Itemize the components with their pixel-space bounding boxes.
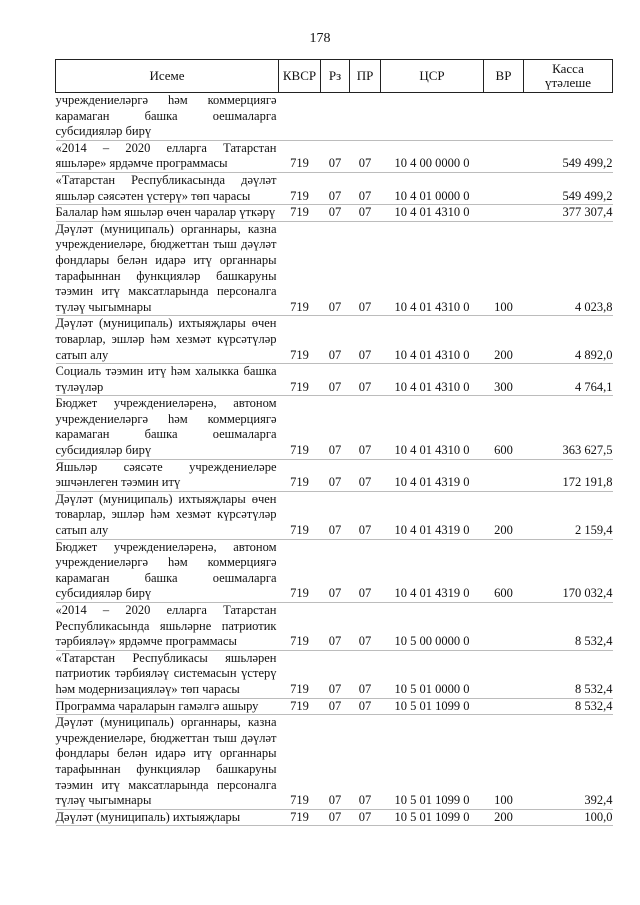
table-header: [56, 60, 613, 93]
row-pr: 07: [350, 172, 381, 204]
table-row: [56, 140, 613, 172]
row-pr: 07: [350, 539, 381, 602]
table-row: [56, 93, 613, 141]
row-csr: 10 4 01 4310 0: [381, 364, 484, 396]
row-vr: 100: [484, 715, 524, 810]
table-row: [56, 459, 613, 491]
row-vr: [484, 698, 524, 715]
row-kvsr: 719: [279, 459, 321, 491]
row-sum: 170 032,4: [524, 539, 613, 602]
row-name: Дәүләт (муниципаль) ихтыяҗлары өчен товарлар, эшләр һәм хезмәт күрсәтүләр сатып алу: [56, 316, 279, 364]
header-rz: Рз: [321, 60, 350, 93]
row-vr: [484, 172, 524, 204]
row-vr: 600: [484, 396, 524, 459]
row-name: Дәүләт (муниципаль) ихтыяҗлары өчен товарлар, эшләр һәм хезмәт күрсәтүләр сатып алу: [56, 491, 279, 539]
table-row: [56, 491, 613, 539]
table-row: [56, 809, 613, 826]
row-pr: 07: [350, 364, 381, 396]
row-csr: 10 4 01 4319 0: [381, 459, 484, 491]
header-sum-line2: үтәлеше: [545, 75, 591, 90]
row-vr: 600: [484, 539, 524, 602]
row-sum: 549 499,2: [524, 172, 613, 204]
row-rz: 07: [321, 650, 350, 698]
row-rz: 07: [321, 459, 350, 491]
row-pr: [350, 93, 381, 141]
budget-table: [55, 59, 613, 826]
row-rz: [321, 93, 350, 141]
row-kvsr: 719: [279, 172, 321, 204]
row-sum: 8 532,4: [524, 698, 613, 715]
row-csr: 10 4 01 4319 0: [381, 491, 484, 539]
row-kvsr: 719: [279, 715, 321, 810]
row-name: Социаль тәэмин итү һәм халыкка башка түләүләр: [56, 364, 279, 396]
row-rz: 07: [321, 140, 350, 172]
row-vr: [484, 93, 524, 141]
table-row: [56, 364, 613, 396]
row-rz: 07: [321, 316, 350, 364]
table-row: [56, 221, 613, 316]
row-pr: 07: [350, 205, 381, 222]
row-pr: 07: [350, 140, 381, 172]
row-vr: 100: [484, 221, 524, 316]
row-csr: [381, 93, 484, 141]
row-name: Программа чараларын гамәлгә ашыру: [56, 698, 279, 715]
row-sum: 8 532,4: [524, 603, 613, 651]
row-pr: 07: [350, 491, 381, 539]
row-pr: 07: [350, 316, 381, 364]
header-pr: ПР: [350, 60, 381, 93]
row-name: «Татарстан Республикасы яшьләрен патриотик тәрбияләү системасын үстерү һәм модернизацияләү» төп чарасы: [56, 650, 279, 698]
table-body: [56, 93, 613, 826]
row-pr: 07: [350, 715, 381, 810]
header-name: Исеме: [56, 60, 279, 93]
header-sum-line1: Касса: [552, 61, 584, 76]
row-sum: 4 764,1: [524, 364, 613, 396]
row-sum: [524, 93, 613, 141]
row-pr: 07: [350, 650, 381, 698]
row-kvsr: 719: [279, 650, 321, 698]
row-rz: 07: [321, 603, 350, 651]
row-kvsr: [279, 93, 321, 141]
header-kvsr: КВСР: [279, 60, 321, 93]
row-sum: 363 627,5: [524, 396, 613, 459]
row-rz: 07: [321, 396, 350, 459]
row-pr: 07: [350, 809, 381, 826]
row-pr: 07: [350, 221, 381, 316]
row-name: Яшьләр сәясәте учреждениеләре эшчәнлеген тәэмин итү: [56, 459, 279, 491]
row-vr: [484, 603, 524, 651]
header-vr: ВР: [484, 60, 524, 93]
row-sum: 2 159,4: [524, 491, 613, 539]
row-csr: 10 4 01 4310 0: [381, 396, 484, 459]
row-name: Дәүләт (муниципаль) органнары, казна учреждениеләре, бюджеттан тыш дәүләт фондлары белән идарә итү органнары тарафыннан функцияләр башкаруны тәэмин итү максатларында персоналга түләү чыгымнары: [56, 221, 279, 316]
row-kvsr: 719: [279, 221, 321, 316]
row-csr: 10 4 00 0000 0: [381, 140, 484, 172]
table-row: [56, 715, 613, 810]
row-name: «2014 – 2020 елларга Татарстан яшьләре» ярдәмче программасы: [56, 140, 279, 172]
row-vr: [484, 140, 524, 172]
row-name: «2014 – 2020 елларга Татарстан Республикасында яшьләрне патриотик тәрбияләү» ярдәмче программасы: [56, 603, 279, 651]
row-vr: [484, 650, 524, 698]
row-name: «Татарстан Республикасында дәүләт яшьләр сәясәтен үстерү» төп чарасы: [56, 172, 279, 204]
row-kvsr: 719: [279, 603, 321, 651]
row-rz: 07: [321, 715, 350, 810]
row-name: Балалар һәм яшьләр өчен чаралар үткәрү: [56, 205, 279, 222]
row-rz: 07: [321, 364, 350, 396]
row-sum: 392,4: [524, 715, 613, 810]
row-rz: 07: [321, 221, 350, 316]
row-sum: 4 023,8: [524, 221, 613, 316]
row-kvsr: 719: [279, 539, 321, 602]
row-pr: 07: [350, 603, 381, 651]
row-vr: [484, 459, 524, 491]
row-sum: 172 191,8: [524, 459, 613, 491]
header-csr: ЦСР: [381, 60, 484, 93]
row-name: учреждениеләргә һәм коммерциягә карамаган башка оешмаларга субсидияләр бирү: [56, 93, 279, 141]
row-sum: 8 532,4: [524, 650, 613, 698]
row-vr: 200: [484, 491, 524, 539]
row-pr: 07: [350, 698, 381, 715]
row-vr: 200: [484, 809, 524, 826]
table-row: [56, 396, 613, 459]
row-name: Бюджет учреждениеләренә, автоном учреждениеләргә һәм коммерциягә карамаган башка оешмаларга субсидияләр бирү: [56, 396, 279, 459]
row-sum: 377 307,4: [524, 205, 613, 222]
row-kvsr: 719: [279, 316, 321, 364]
table-row: [56, 603, 613, 651]
row-rz: 07: [321, 491, 350, 539]
row-sum: 549 499,2: [524, 140, 613, 172]
table-row: [56, 316, 613, 364]
row-csr: 10 4 01 4319 0: [381, 539, 484, 602]
page-number: 178: [309, 31, 331, 46]
row-pr: 07: [350, 396, 381, 459]
table-row: [56, 539, 613, 602]
row-csr: 10 4 01 4310 0: [381, 205, 484, 222]
row-csr: 10 5 01 0000 0: [381, 650, 484, 698]
row-csr: 10 5 01 1099 0: [381, 715, 484, 810]
row-csr: 10 5 01 1099 0: [381, 809, 484, 826]
row-csr: 10 4 01 0000 0: [381, 172, 484, 204]
row-rz: 07: [321, 172, 350, 204]
row-kvsr: 719: [279, 396, 321, 459]
row-kvsr: 719: [279, 205, 321, 222]
row-csr: 10 5 00 0000 0: [381, 603, 484, 651]
row-name: Дәүләт (муниципаль) органнары, казна учреждениеләре, бюджеттан тыш дәүләт фондлары белән идарә итү органнары тарафыннан функцияләр башкаруны тәэмин итү максатларында персоналга түләү чыгымнары: [56, 715, 279, 810]
row-csr: 10 4 01 4310 0: [381, 221, 484, 316]
row-rz: 07: [321, 539, 350, 602]
row-kvsr: 719: [279, 698, 321, 715]
table-row: [56, 205, 613, 222]
table-row: [56, 650, 613, 698]
row-name: Дәүләт (муниципаль) ихтыяҗлары: [56, 809, 279, 826]
row-kvsr: 719: [279, 140, 321, 172]
row-rz: 07: [321, 698, 350, 715]
row-name: Бюджет учреждениеләренә, автоном учреждениеләргә һәм коммерциягә карамаган башка оешмаларга субсидияләр бирү: [56, 539, 279, 602]
row-rz: 07: [321, 809, 350, 826]
row-csr: 10 5 01 1099 0: [381, 698, 484, 715]
table-row: [56, 172, 613, 204]
row-sum: 100,0: [524, 809, 613, 826]
row-vr: 300: [484, 364, 524, 396]
table-row: [56, 698, 613, 715]
row-kvsr: 719: [279, 364, 321, 396]
row-rz: 07: [321, 205, 350, 222]
row-kvsr: 719: [279, 809, 321, 826]
row-sum: 4 892,0: [524, 316, 613, 364]
row-pr: 07: [350, 459, 381, 491]
row-vr: 200: [484, 316, 524, 364]
row-csr: 10 4 01 4310 0: [381, 316, 484, 364]
row-vr: [484, 205, 524, 222]
header-sum: [524, 60, 613, 93]
row-kvsr: 719: [279, 491, 321, 539]
